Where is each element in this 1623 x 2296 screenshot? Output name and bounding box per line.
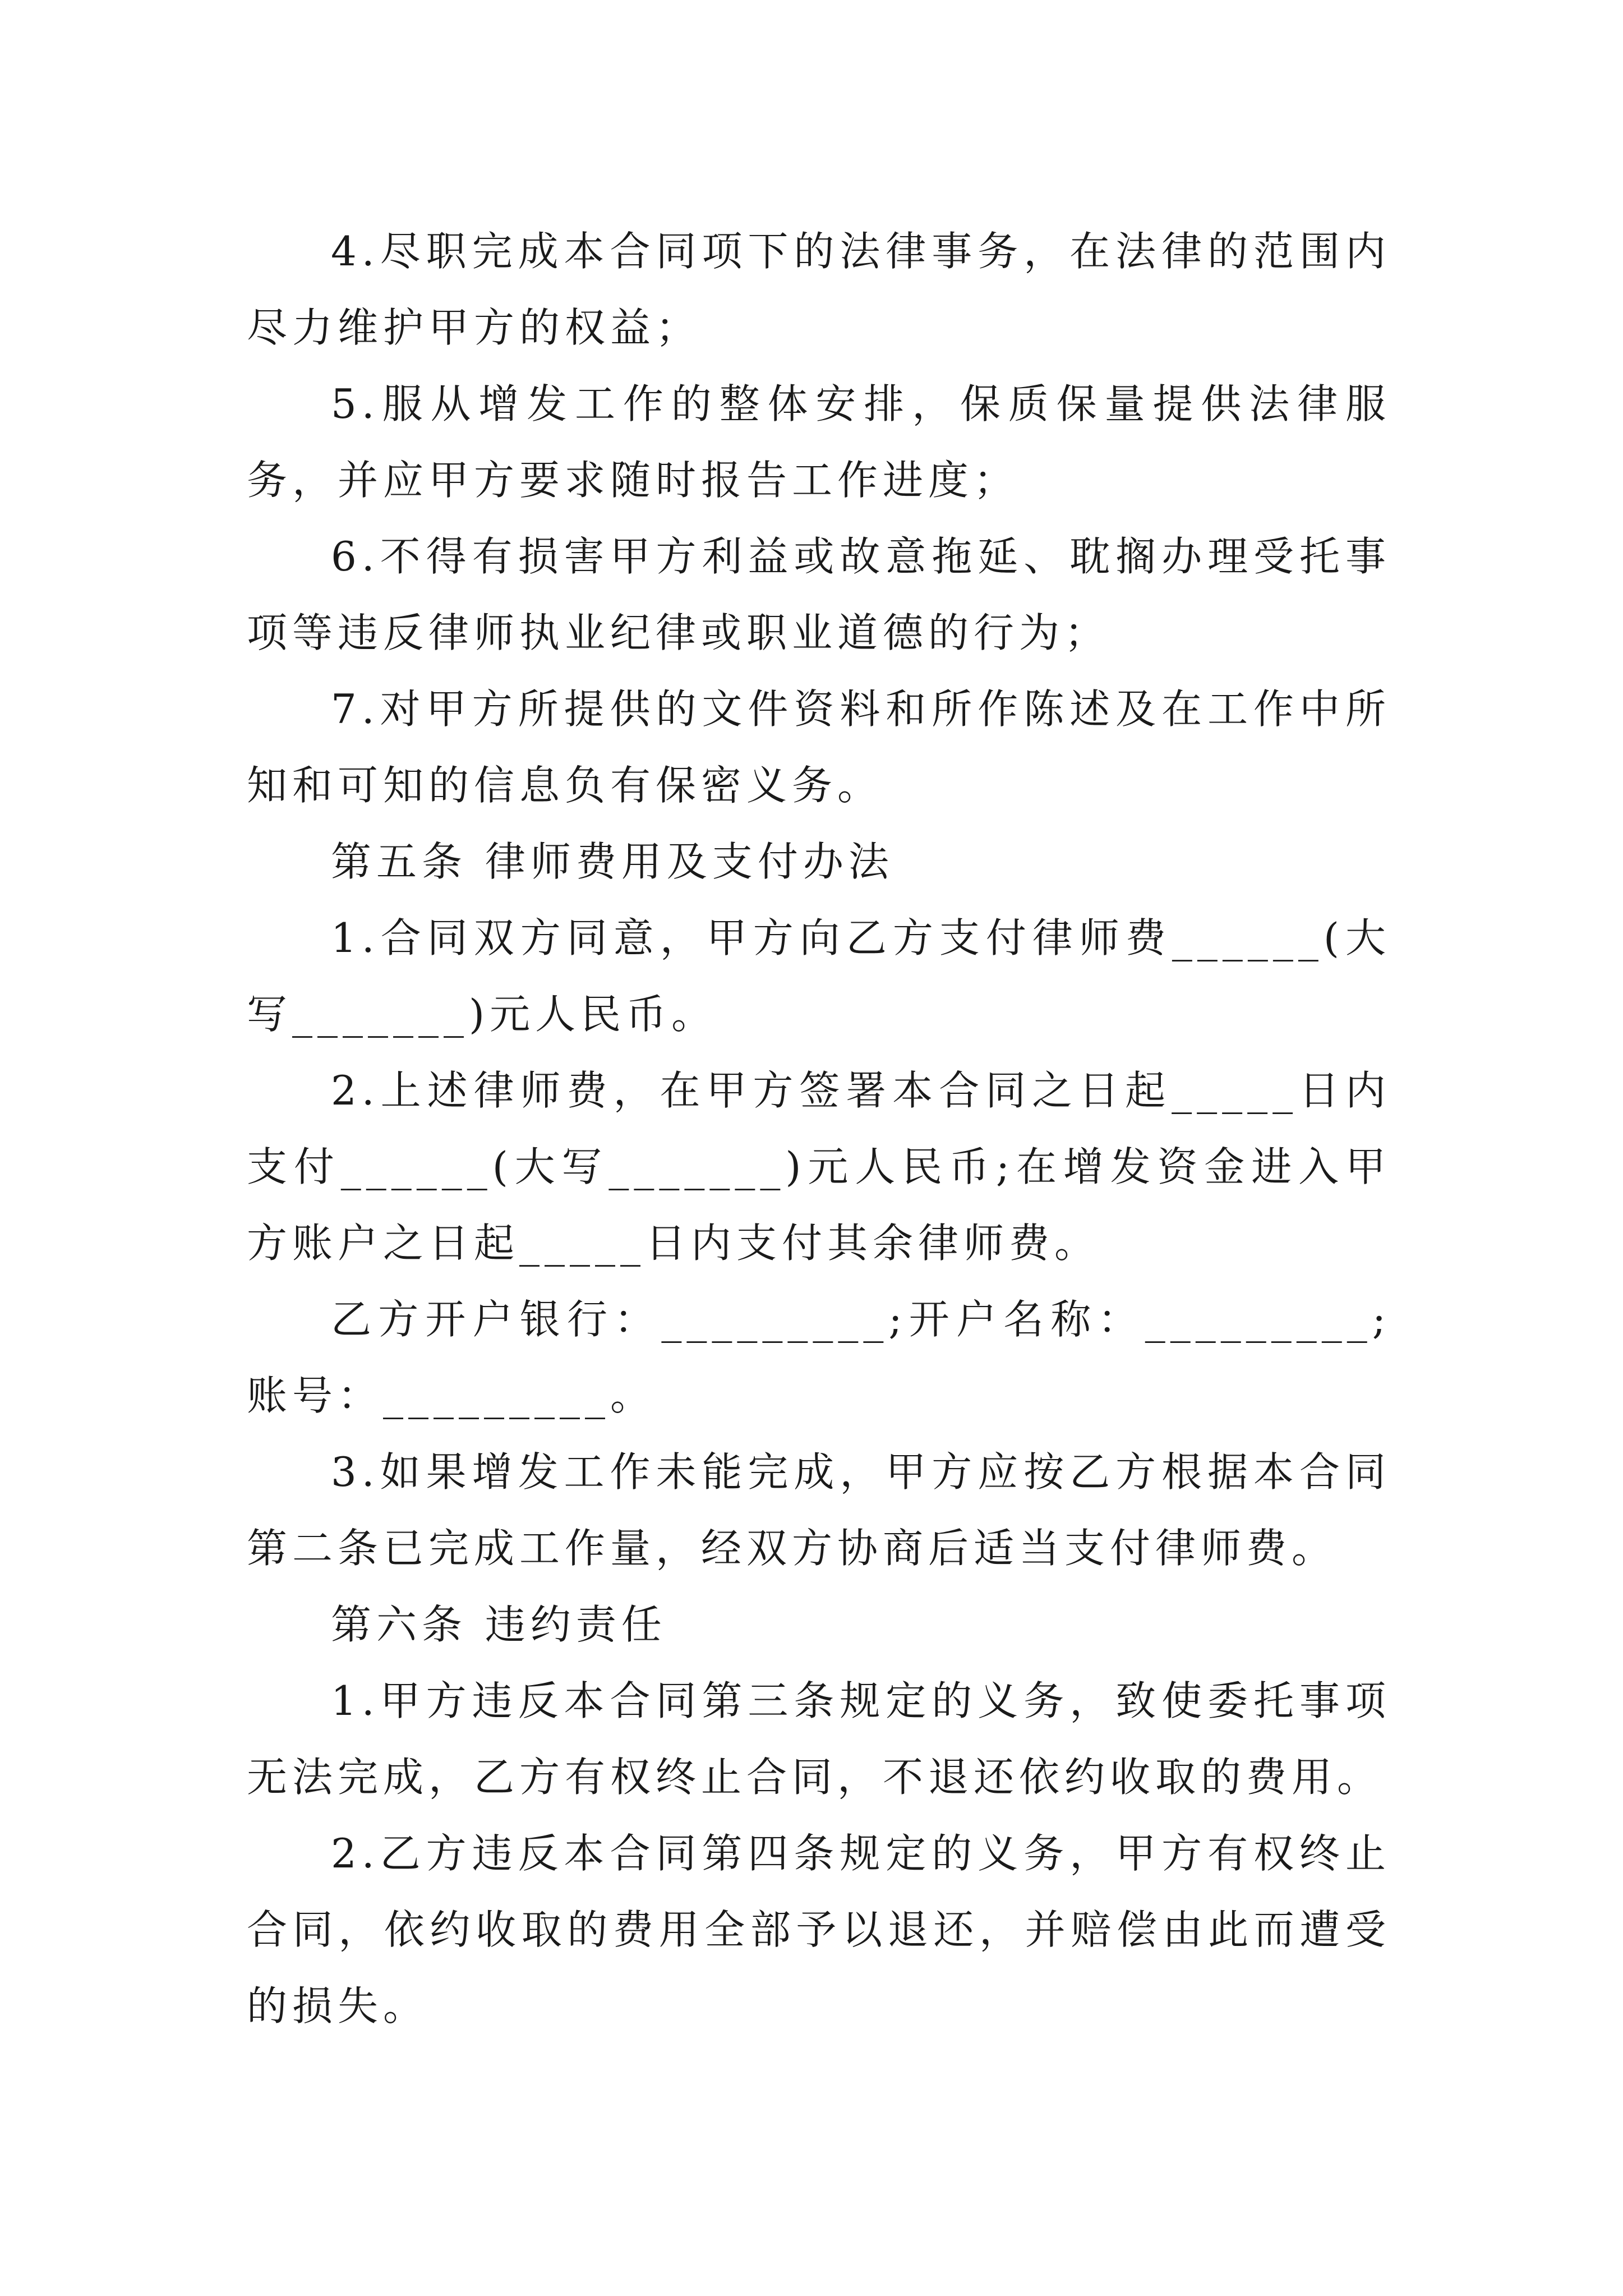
clause-4-6: 6.不得有损害甲方利益或故意拖延、耽搁办理受托事项等违反律师执业纪律或职业道德的行为； [247,533,1391,656]
clause-6-1: 1.甲方违反本合同第三条规定的义务，致使委托事项无法完成，乙方有权终止合同，不退还依约收取的费用。 [247,1677,1391,1801]
clause-5-1: 1.合同双方同意，甲方向乙方支付律师费______(大写_______)元人民币。 [247,914,1391,1038]
clause-4-4: 4.尽职完成本合同项下的法律事务，在法律的范围内尽力维护甲方的权益； [247,228,1391,351]
article-5-heading: 第五条 律师费用及支付办法 [331,838,894,885]
clause-4-7: 7.对甲方所提供的文件资料和所作陈述及在工作中所知和可知的信息负有保密义务。 [247,685,1391,809]
clause-5-3: 3.如果增发工作未能完成，甲方应按乙方根据本合同第二条已完成工作量，经双方协商后适当支付律师费。 [247,1448,1391,1572]
clause-5-2: 2.上述律师费，在甲方签署本合同之日起_____日内支付______(大写_______)元人民币;在增发资金进入甲方账户之日起_____日内支付其余律师费。 [247,1067,1391,1267]
article-6-heading: 第六条 违约责任 [331,1601,667,1648]
clause-4-5: 5.服从增发工作的整体安排，保质保量提供法律服务，并应甲方要求随时报告工作进度； [247,380,1391,504]
bank-account-info: 乙方开户银行：_________;开户名称：_________;账号：_________。 [247,1296,1391,1419]
document-body [247,213,1391,2044]
clause-6-2: 2.乙方违反本合同第四条规定的义务，甲方有权终止合同，依约收取的费用全部予以退还，并赔偿由此而遭受的损失。 [247,1830,1391,2030]
